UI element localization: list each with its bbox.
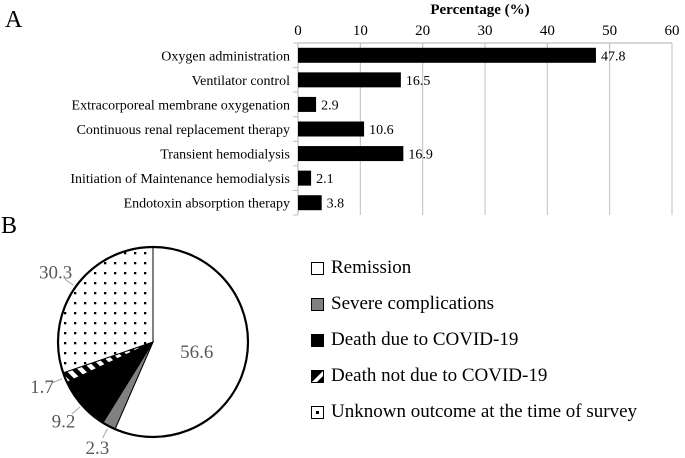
axis-tick-label: 20 xyxy=(415,23,431,39)
bar-value-label: 47.8 xyxy=(600,49,626,65)
bar-value-label: 2.1 xyxy=(316,172,334,188)
pie-value-label: 2.3 xyxy=(85,437,110,458)
legend-swatch-death-covid xyxy=(311,334,324,347)
pie-legend xyxy=(311,250,637,430)
category-label: Extracorporeal membrane oxygenation xyxy=(71,98,290,114)
axis-tick-label: 40 xyxy=(539,23,555,39)
bar xyxy=(298,48,596,63)
category-label: Transient hemodialysis xyxy=(160,147,290,163)
legend-item-unknown-outcome xyxy=(311,394,637,430)
bar-value-label: 16.5 xyxy=(405,73,431,89)
category-label: Endotoxin absorption therapy xyxy=(123,196,290,212)
legend-item-death-not-covid xyxy=(311,358,637,394)
bar xyxy=(298,146,403,161)
bar xyxy=(298,122,364,137)
bar-value-label: 3.8 xyxy=(326,196,345,212)
bar-value-label: 2.9 xyxy=(321,98,339,114)
legend-swatch-remission xyxy=(311,262,324,275)
legend-label-unknown-outcome: Unknown outcome at the time of survey xyxy=(331,401,638,422)
pie-chart xyxy=(0,228,310,458)
category-label: Continuous renal replacement therapy xyxy=(76,123,290,138)
bar-value-label: 10.6 xyxy=(369,123,394,138)
pie-value-label: 30.3 xyxy=(38,262,73,284)
legend-swatch-severe-complications xyxy=(311,298,324,311)
category-label: Ventilator control xyxy=(191,73,290,89)
bar xyxy=(298,97,316,112)
axis-tick-label: 60 xyxy=(664,23,680,39)
axis-tick-label: 50 xyxy=(602,23,618,39)
pie-value-label: 56.6 xyxy=(180,342,214,364)
legend-swatch-unknown-outcome xyxy=(311,406,324,419)
panel-a-label: A xyxy=(5,7,23,33)
leader-line xyxy=(53,379,63,383)
bar-value-label: 16.9 xyxy=(408,147,433,163)
pie-value-label: 1.7 xyxy=(30,376,54,398)
legend-item-remission xyxy=(311,250,637,286)
legend-item-severe-complications xyxy=(311,286,637,322)
category-label: Initiation of Maintenance hemodialysis xyxy=(70,172,290,188)
axis-title: Percentage (%) xyxy=(430,2,530,18)
legend-label-remission: Remission xyxy=(331,257,412,278)
legend-item-death-covid xyxy=(311,322,637,358)
pie-value-label: 9.2 xyxy=(51,411,76,433)
bar xyxy=(298,195,322,210)
panel-b-label: B xyxy=(1,213,18,239)
legend-label-death-covid: Death due to COVID-19 xyxy=(331,329,519,350)
axis-tick-label: 30 xyxy=(477,23,493,39)
bar-chart xyxy=(0,0,685,228)
legend-label-severe-complications: Severe complications xyxy=(331,293,495,314)
legend-swatch-death-not-covid xyxy=(311,370,324,383)
bar xyxy=(298,72,401,87)
leader-line xyxy=(103,429,108,438)
bar xyxy=(298,171,311,186)
axis-tick-label: 10 xyxy=(352,23,368,39)
category-label: Oxygen administration xyxy=(161,49,290,65)
axis-tick-label: 0 xyxy=(294,23,302,39)
legend-label-death-not-covid: Death not due to COVID-19 xyxy=(331,365,548,386)
